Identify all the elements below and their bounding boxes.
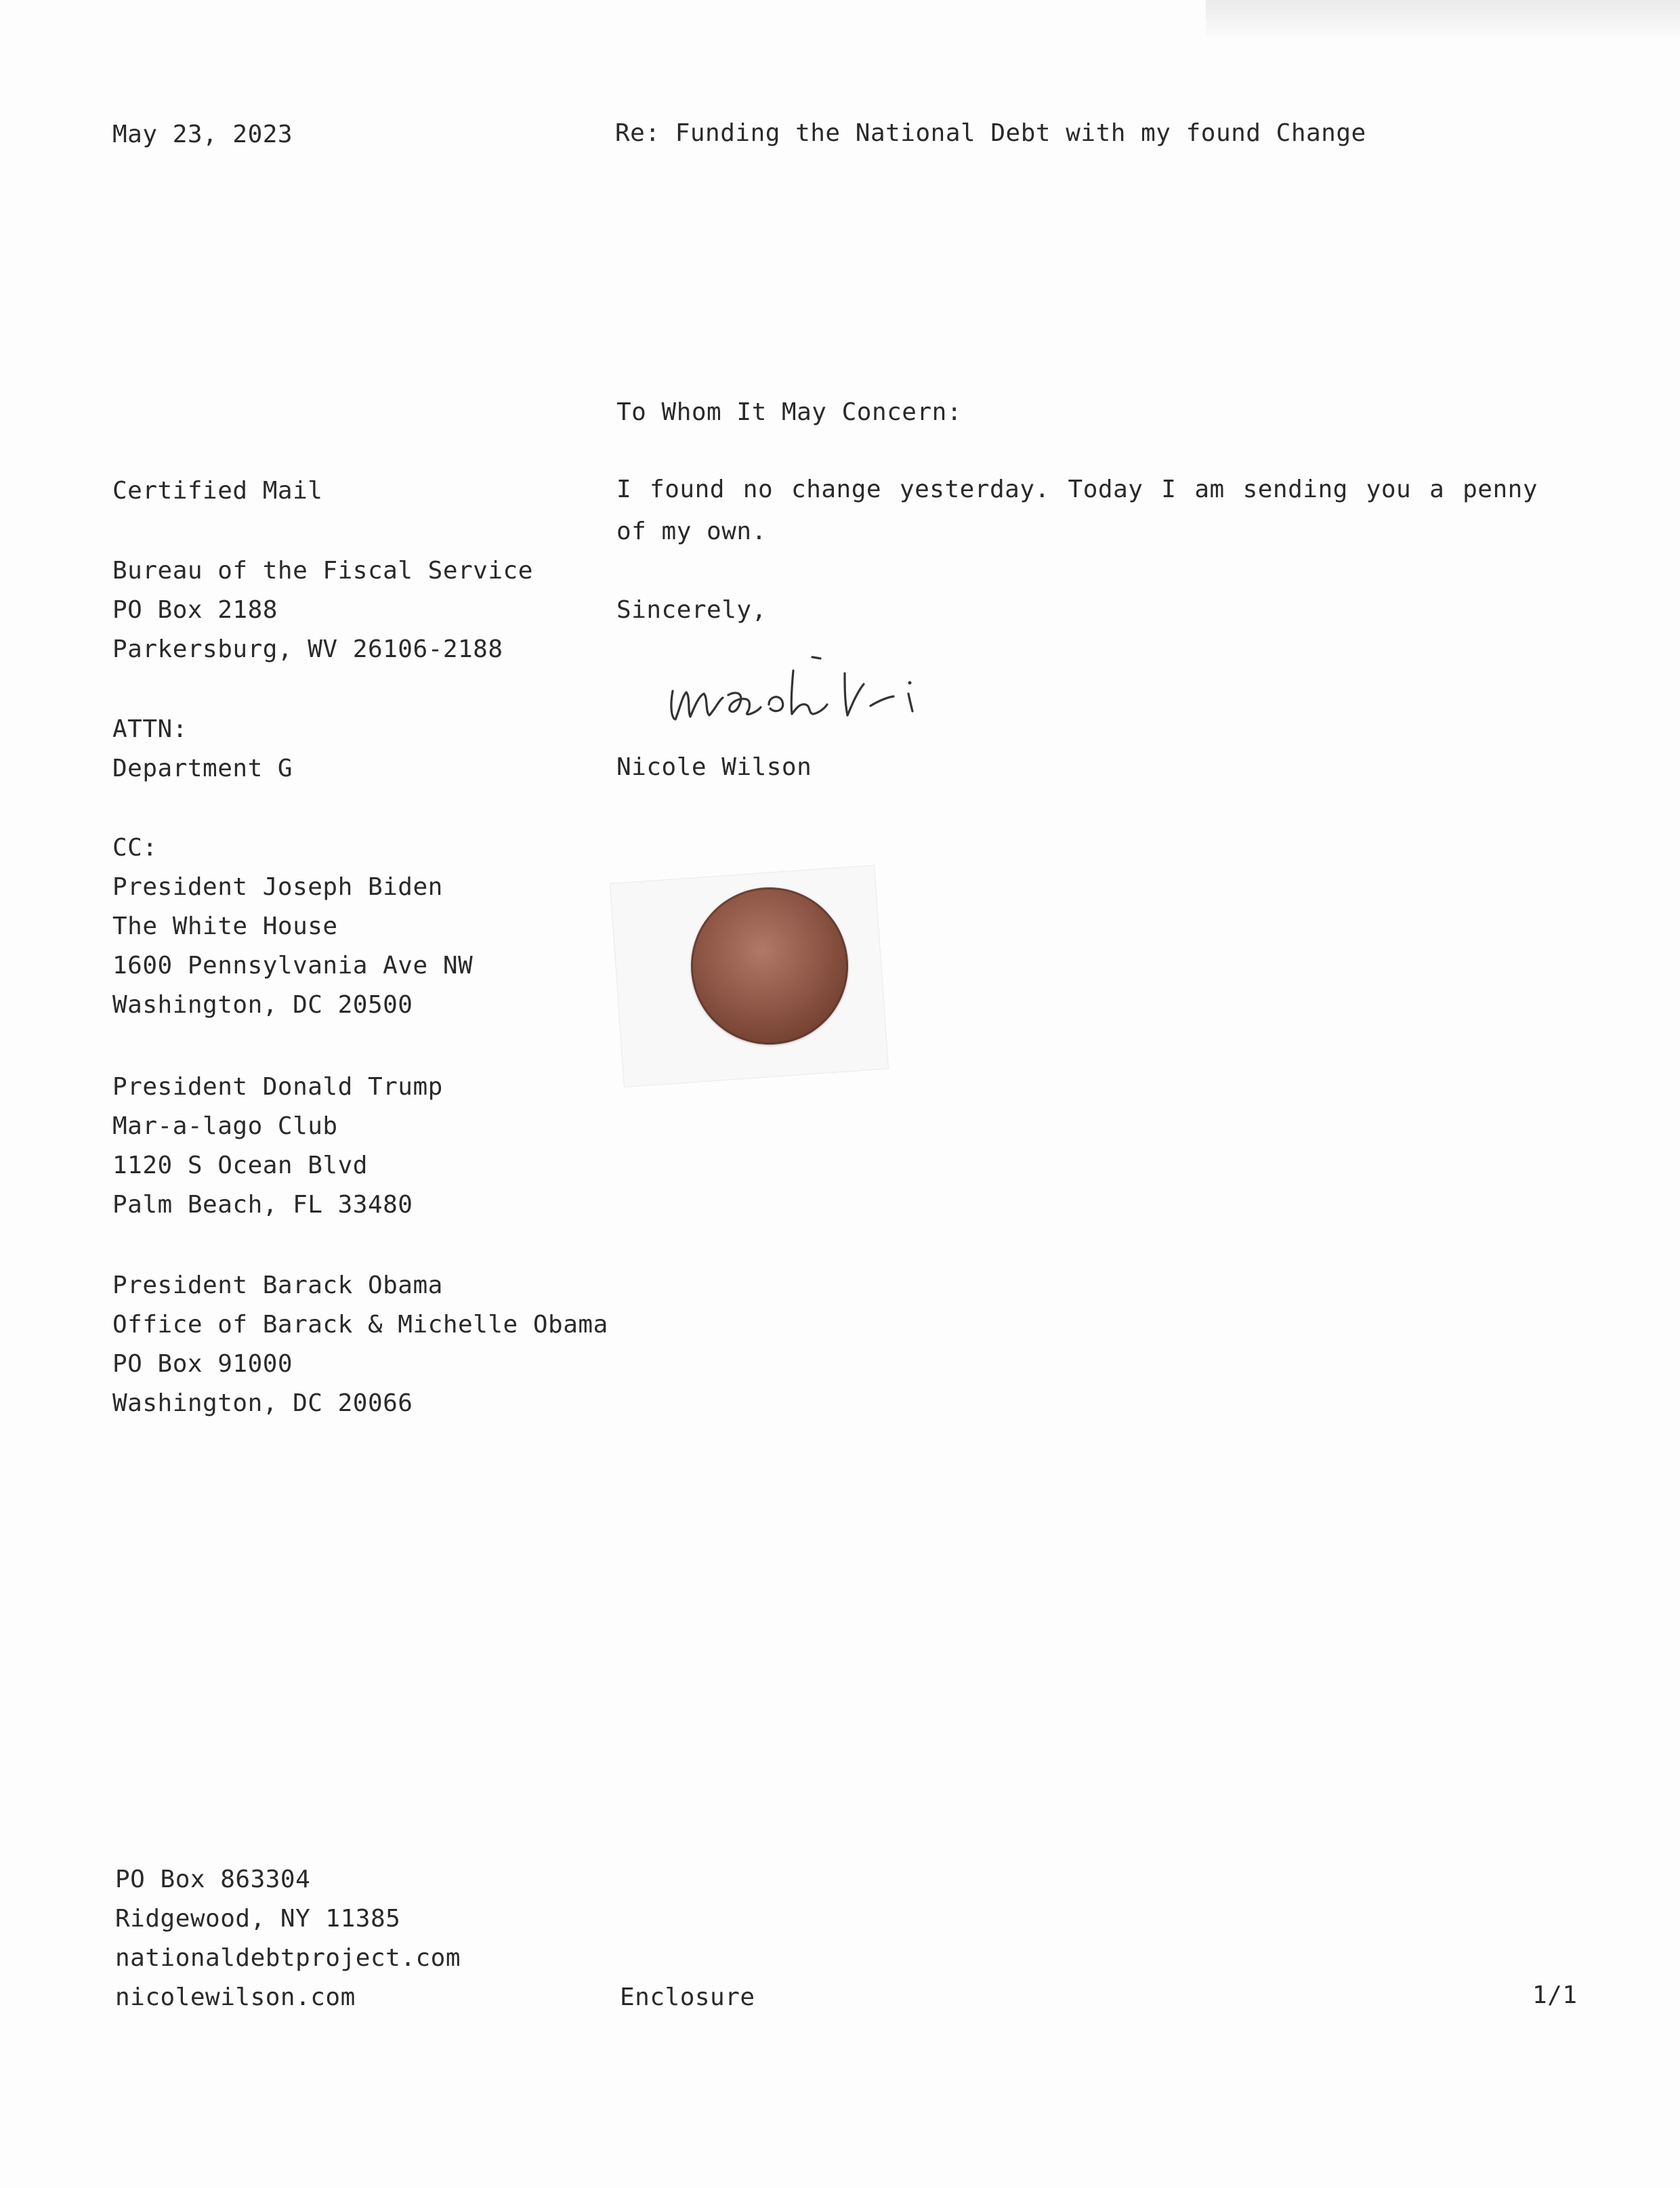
cc-entry-line: Palm Beach, FL 33480 [112,1191,413,1219]
page-number: 1/1 [1532,1981,1578,2009]
recipient-line-2: PO Box 2188 [112,596,278,624]
cc-entry-line: 1600 Pennsylvania Ave NW [112,952,474,980]
letter-subject: Re: Funding the National Debt with my found Change [615,119,1366,147]
scan-shadow [1206,0,1680,41]
attention-block [112,710,293,788]
cc-entry-line: The White House [112,912,338,940]
cc-entry-line: President Barack Obama [112,1271,443,1299]
salutation: To Whom It May Concern: [616,398,962,426]
cc-entry-line: PO Box 91000 [112,1350,293,1378]
letter-body: I found no change yesterday. Today I am sending you a penny of my own. [616,476,1538,545]
sender-line-1: PO Box 863304 [115,1866,311,1893]
signature-image [667,644,1020,732]
recipient-line-1: Bureau of the Fiscal Service [112,557,533,585]
recipient-address [112,551,533,669]
cc-entry-line: 1120 S Ocean Blvd [112,1152,368,1179]
attn-label: ATTN: [112,715,188,743]
penny-coin-icon [691,887,848,1045]
penny-enclosure [596,847,915,1111]
sender-website-link[interactable]: nicolewilson.com [115,1983,356,2011]
letter-date: May 23, 2023 [112,121,293,148]
cc-entry-line: Washington, DC 20500 [112,991,413,1019]
cc-entry-line: Washington, DC 20066 [112,1389,413,1417]
cc-entry-line: President Joseph Biden [112,873,443,901]
sender-line-2: Ridgewood, NY 11385 [115,1905,401,1933]
enclosure-note: Enclosure [620,1983,755,2011]
cc-entry-line: Office of Barack & Michelle Obama [112,1311,608,1339]
cc-entry-line: Mar-a-lago Club [112,1112,338,1140]
cc-entry-trump [112,1068,443,1225]
sender-address [115,1860,461,2017]
cc-label: CC: [112,834,158,862]
closing: Sincerely, [616,596,767,624]
signatory-name: Nicole Wilson [616,753,812,781]
cc-entry-line: President Donald Trump [112,1073,443,1101]
cc-block [112,828,473,1025]
cc-entry-obama [112,1266,608,1423]
mail-type: Certified Mail [112,477,323,505]
recipient-line-3: Parkersburg, WV 26106-2188 [112,635,503,663]
sender-website-link[interactable]: nationaldebtproject.com [115,1944,461,1972]
attn-department: Department G [112,755,293,782]
